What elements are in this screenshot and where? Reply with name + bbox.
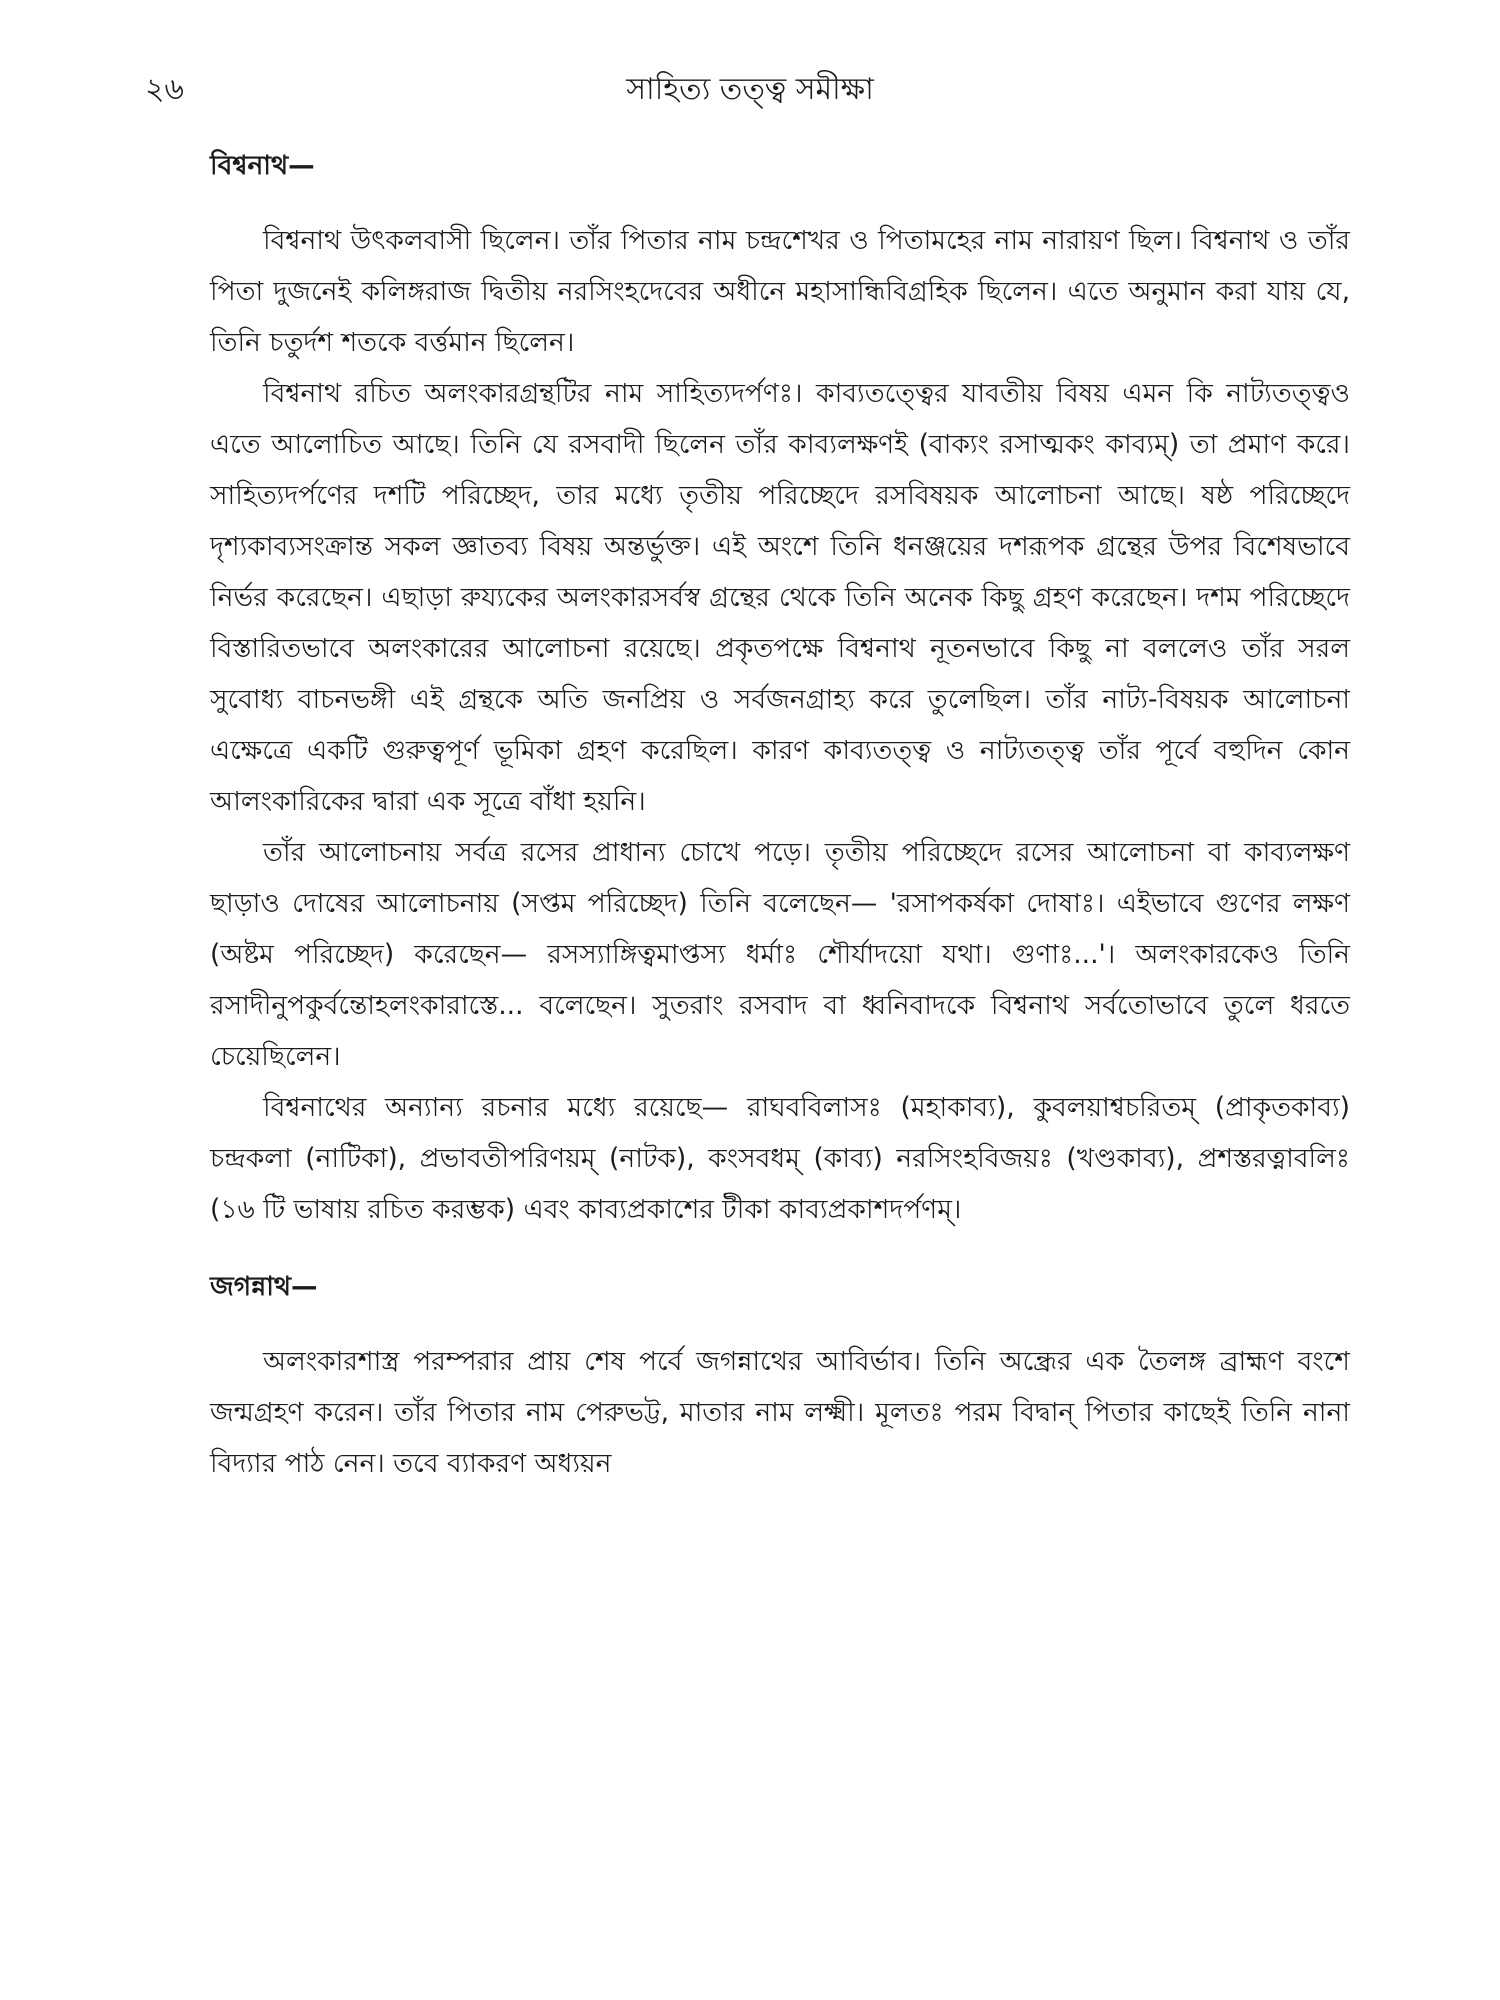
page-header xyxy=(145,70,1355,110)
paragraph: বিশ্বনাথের অন্যান্য রচনার মধ্যে রয়েছে— রাঘববিলাসঃ (মহাকাব্য), কুবলয়াশ্বচরিতম্ (প্রাকৃতকাব্য) চন্দ্রকলা (নাটিকা), প্রভাবতীপরিণয়ম্ (নাটক), কংসবধম্ (কাব্য) নরসিংহবিজয়ঃ (খণ্ডকাব্য), প্রশস্তরত্নাবলিঃ (১৬ টি ভাষায় রচিত করম্ভক) এবং কাব্যপ্রকাশের টীকা কাব্যপ্রকাশদর্পণম্। xyxy=(210,1092,1350,1225)
running-title: সাহিত্য তত্ত্ব সমীক্ষা xyxy=(626,72,874,107)
paragraph: বিশ্বনাথ রচিত অলংকারগ্রন্থটির নাম সাহিত্যদর্পণঃ। কাব্যতত্ত্বের যাবতীয় বিষয় এমন কি নাট্যতত্ত্বও এতে আলোচিত আছে। তিনি যে রসবাদী ছিলেন তাঁর কাব্যলক্ষণই (বাক্যং রসাত্মকং কাব্যম্) তা প্রমাণ করে। সাহিত্যদর্পণের দশটি পরিচ্ছেদ, তার মধ্যে তৃতীয় পরিচ্ছেদে রসবিষয়ক আলোচনা আছে। ষষ্ঠ পরিচ্ছেদে দৃশ্যকাব্যসংক্রান্ত সকল জ্ঞাতব্য বিষয় অন্তর্ভুক্ত। এই অংশে তিনি ধনঞ্জয়ের দশরূপক গ্রন্থের উপর বিশেষভাবে নির্ভর করেছেন। এছাড়া রুয্যকের অলংকারসর্বস্ব গ্রন্থের থেকে তিনি অনেক কিছু গ্রহণ করেছেন। দশম পরিচ্ছেদে বিস্তারিতভাবে অলংকারের আলোচনা রয়েছে। প্রকৃতপক্ষে বিশ্বনাথ নূতনভাবে কিছু না বললেও তাঁর সরল সুবোধ্য বাচনভঙ্গী এই গ্রন্থকে অতি জনপ্রিয় ও সর্বজনগ্রাহ্য করে তুলেছিল। তাঁর নাট্য-বিষয়ক আলোচনা এক্ষেত্রে একটি গুরুত্বপূর্ণ ভূমিকা গ্রহণ করেছিল। কারণ কাব্যতত্ত্ব ও নাট্যতত্ত্ব তাঁর পূর্বে বহুদিন কোন আলংকারিকের দ্বারা এক সূত্রে বাঁধা হয়নি। xyxy=(210,378,1350,817)
page-number: ২৬ xyxy=(145,72,185,107)
section-heading-vishwanath: বিশ্বনাথ— xyxy=(210,150,315,181)
section-heading-jagannath: জগন্নাথ— xyxy=(210,1271,318,1302)
paragraph: তাঁর আলোচনায় সর্বত্র রসের প্রাধান্য চোখে পড়ে। তৃতীয় পরিচ্ছেদে রসের আলোচনা বা কাব্যলক্ষণ ছাড়াও দোষের আলোচনায় (সপ্তম পরিচ্ছেদ) তিনি বলেছেন— 'রসাপকর্ষকা দোষাঃ। এইভাবে গুণের লক্ষণ (অষ্টম পরিচ্ছেদ) করেছেন— রসস্যাঙ্গিত্বমাপ্তস্য ধর্মাঃ শৌর্যাদয়ো যথা। গুণাঃ...'। অলংকারকেও তিনি রসাদীনুপকুর্বন্তোহলংকারাস্তে... বলেছেন। সুতরাং রসবাদ বা ধ্বনিবাদকে বিশ্বনাথ সর্বতোভাবে তুলে ধরতে চেয়েছিলেন। xyxy=(210,837,1350,1072)
page-body xyxy=(210,140,1350,1489)
paragraph: অলংকারশাস্ত্র পরম্পরার প্রায় শেষ পর্বে জগন্নাথের আবির্ভাব। তিনি অন্ধ্রের এক তৈলঙ্গ ব্রাহ্মণ বংশে জন্মগ্রহণ করেন। তাঁর পিতার নাম পেরুভট্ট, মাতার নাম লক্ষ্মী। মূলতঃ পরম বিদ্বান্ পিতার কাছেই তিনি নানা বিদ্যার পাঠ নেন। তবে ব্যাকরণ অধ্যয়ন xyxy=(210,1346,1350,1479)
paragraph: বিশ্বনাথ উৎকলবাসী ছিলেন। তাঁর পিতার নাম চন্দ্রশেখর ও পিতামহের নাম নারায়ণ ছিল। বিশ্বনাথ ও তাঁর পিতা দুজনেই কলিঙ্গরাজ দ্বিতীয় নরসিংহদেবের অধীনে মহাসান্ধিবিগ্রহিক ছিলেন। এতে অনুমান করা যায় যে, তিনি চতুর্দশ শতকে বর্ত্তমান ছিলেন। xyxy=(210,225,1350,358)
